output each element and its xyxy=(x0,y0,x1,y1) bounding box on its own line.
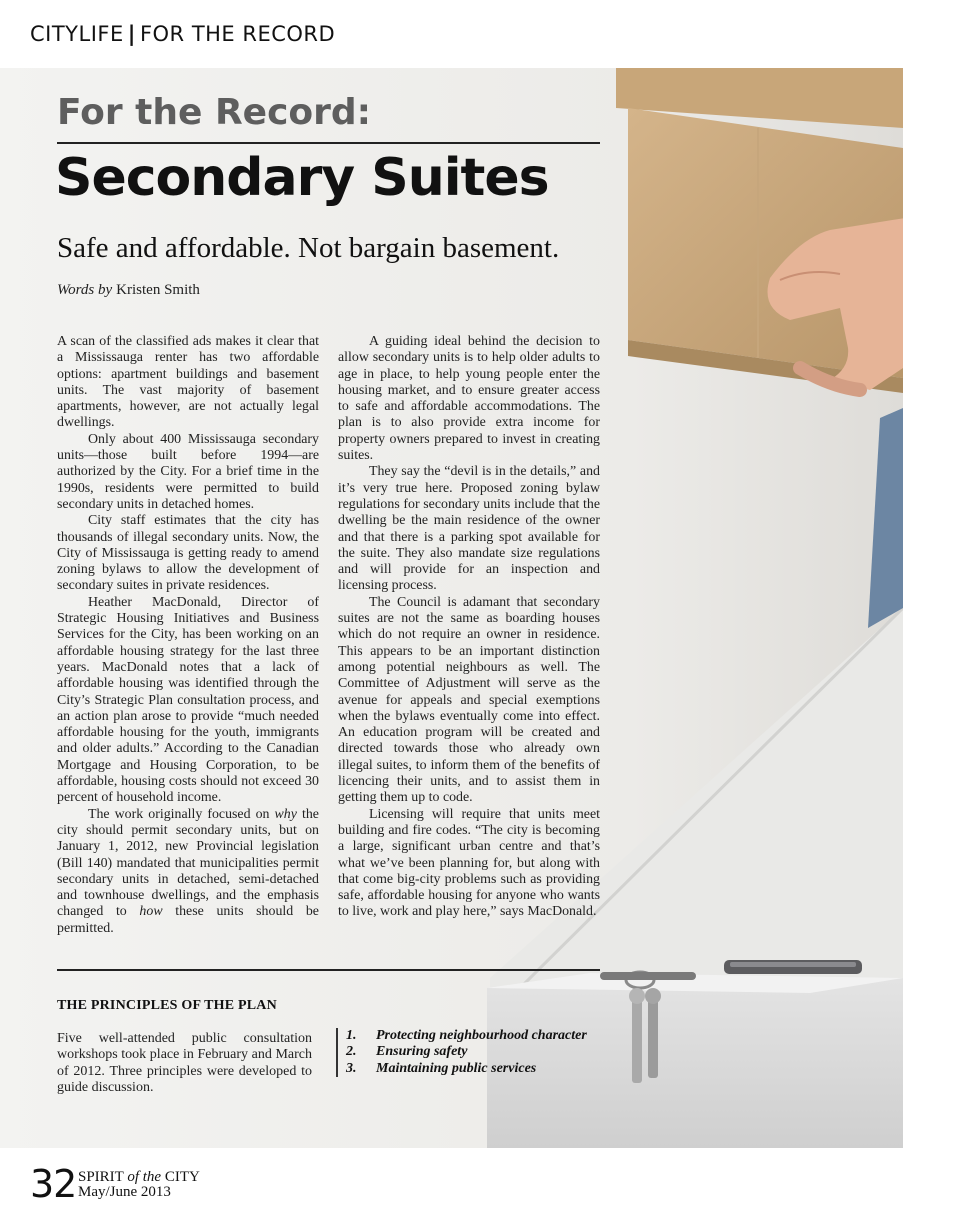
paragraph: A guiding ideal behind the decision to allow secondary units is to help older adults to age in place, to help young people enter the housing market, and to ensure greater access to safe and affordable accommodations. The plan is to also provide extra income for property owners prepared to invest in creating suites. xyxy=(338,334,600,464)
publication-name xyxy=(78,1170,200,1185)
byline xyxy=(57,282,200,299)
section-label: CITYLIFE xyxy=(30,22,124,46)
section-header xyxy=(30,22,335,46)
emphasis-how: how xyxy=(139,904,163,920)
list-number: 1. xyxy=(346,1028,357,1043)
headline-rule xyxy=(57,142,600,144)
subsection-label: FOR THE RECORD xyxy=(139,22,336,46)
article-deck: Safe and affordable. Not bargain basement. xyxy=(57,232,560,264)
list-item xyxy=(346,1028,601,1044)
paragraph: The Council is adamant that secondary suites are not the same as boarding houses which do not require an owner in residence. This appears to be an important distinction among potential neighbours as well. The Committee of Adjustment will serve as the avenue for appeals and special exemptions when the bylaws eventually come into effect. An education program will be created and directed towards those who already own illegal suites, to inform them of the benefits of licencing their units, and to assist them in getting them up to code. xyxy=(338,594,600,806)
paragraph: Only about 400 Mississauga secondary units—those built before 1994—are authorized by the City. For a brief time in the 1990s, residents were permitted to build secondary units in detached homes. xyxy=(57,431,319,512)
pub-name-c: CITY xyxy=(164,1169,200,1185)
paragraph: Licensing will require that units meet building and fire codes. “The city is becoming a large, significant urban centre and that’s what we’ve been planning for, but along with that come big-city problems such as providing safe, affordable housing for anyone who wants to live, work and play here,” says MacDonald. xyxy=(338,806,600,920)
publication-footer xyxy=(78,1170,200,1200)
byline-prefix: Words by xyxy=(57,282,113,298)
pub-name-a: SPIRIT xyxy=(78,1169,124,1185)
paragraph-text: The work originally focused on xyxy=(88,806,270,822)
principles-intro: Five well-attended public consultation workshops took place in February and March of 2012. Three principles were developed to guide discussion. xyxy=(57,1031,312,1096)
list-text: Ensuring safety xyxy=(376,1044,468,1060)
section-separator: | xyxy=(127,22,136,46)
paragraph: Heather MacDonald, Director of Strategic Housing Initiatives and Business Services for the City, has been working on an affordable housing strategy for the last three years. MacDonald notes that a lack of affordable housing was identified through the City’s Strategic Plan consultation process, and an action plan arose to provide “much needed affordable housing for the youth, immigrants and older adults.” According to the Canadian Mortgage and Housing Corporation, to be affordable, housing costs should not exceed 30 percent of household income. xyxy=(57,594,319,806)
list-number: 2. xyxy=(346,1044,357,1060)
principles-list xyxy=(336,1028,601,1077)
paragraph-text: the city should permit secondary units, but on January 1, 2012, new Provincial legislation (Bill 140) mandated that municipalities permit secondary units in detached, semi-detached and townhouse dwellings, and the emphasis changed to xyxy=(57,806,319,920)
paragraph: A scan of the classified ads makes it clear that a Mississauga renter has two affordable options: apartment buildings and basement units. The vast majority of basement apartments, however, are not actually legal dwellings. xyxy=(57,334,319,431)
article xyxy=(0,68,903,1148)
paragraph: City staff estimates that the city has thousands of illegal secondary units. Now, the City of Mississauga is getting ready to amend zoning bylaws to allow the development of secondary suites in private residences. xyxy=(57,513,319,594)
article-panel xyxy=(0,68,903,1148)
sidebar-rule xyxy=(57,969,600,971)
body-column-2 xyxy=(338,334,600,921)
pub-name-b: of the xyxy=(127,1169,162,1185)
paragraph-text: these units should be permitted. xyxy=(57,904,319,936)
byline-author: Kristen Smith xyxy=(116,282,200,298)
paragraph xyxy=(57,807,319,937)
issue-date: May/June 2013 xyxy=(78,1184,171,1200)
list-item xyxy=(346,1061,601,1077)
article-headline: Secondary Suites xyxy=(55,148,549,208)
list-number: 3. xyxy=(346,1060,357,1076)
paragraph: They say the “devil is in the details,” and it’s very true here. Proposed zoning bylaw regulations for secondary units include that the dwelling be the main residence of the owner and that there is a parking spot available for the suite. They also mandate size regulations and will provide for an inspection and licensing process. xyxy=(338,464,600,594)
list-text: Protecting neighbourhood character xyxy=(376,1028,587,1043)
list-text: Maintaining public services xyxy=(376,1060,537,1076)
body-column-1 xyxy=(57,334,319,937)
article-kicker: For the Record: xyxy=(57,92,372,133)
emphasis-why: why xyxy=(274,806,297,822)
page-number: 32 xyxy=(30,1162,77,1206)
list-item xyxy=(346,1044,601,1060)
principles-title: THE PRINCIPLES OF THE PLAN xyxy=(57,998,277,1013)
